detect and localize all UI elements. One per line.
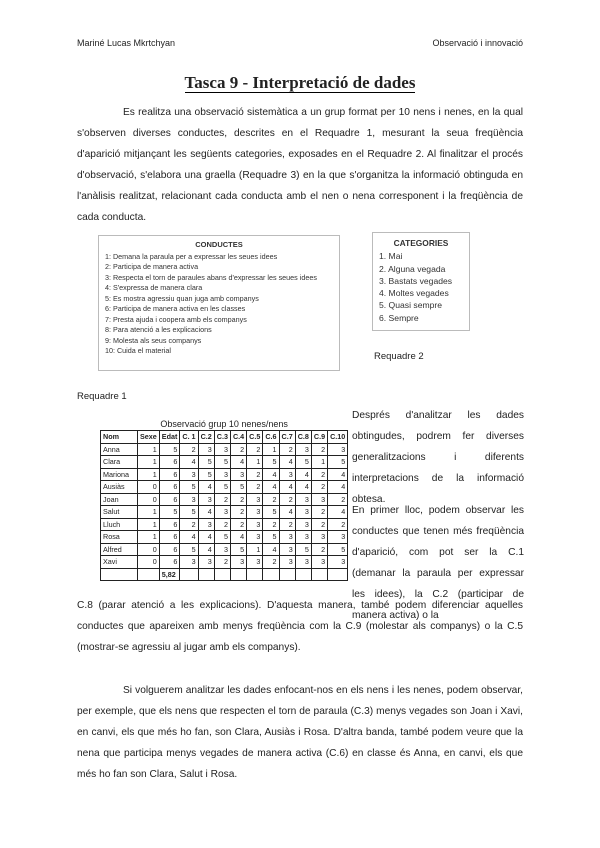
table-row — [101, 456, 348, 469]
table-cell: 3 — [295, 531, 311, 544]
page-title: Tasca 9 - Interpretació de dades — [184, 73, 416, 92]
table-row — [101, 543, 348, 556]
table-cell: 0 — [138, 481, 160, 494]
table-cell: 3 — [180, 468, 198, 481]
table-cell: 3 — [279, 531, 295, 544]
table-cell: 4 — [295, 481, 311, 494]
table-cell: 4 — [279, 456, 295, 469]
table-cell: 6 — [159, 468, 180, 481]
table-cell: 4 — [328, 481, 348, 494]
table-cell: 2 — [214, 518, 230, 531]
table-cell: 3 — [328, 443, 348, 456]
conducta-item: 9: Molesta als seus companys — [105, 335, 202, 345]
conductes-box — [98, 235, 340, 371]
table-cell: 2 — [311, 506, 327, 519]
category-item: 4. Moltes vegades — [379, 288, 449, 299]
table-cell: 2 — [180, 443, 198, 456]
table-cell: 4 — [180, 456, 198, 469]
table-cell: 5 — [230, 481, 246, 494]
table-cell: 3 — [214, 443, 230, 456]
table-cell: 1 — [311, 456, 327, 469]
table-cell: 3 — [311, 493, 327, 506]
table-cell: 0 — [138, 493, 160, 506]
table-cell: Alfred — [101, 543, 138, 556]
table-cell: Sexe — [138, 431, 160, 444]
table-cell: 2 — [214, 493, 230, 506]
table-cell: 3 — [295, 443, 311, 456]
table-cell: C.5 — [247, 431, 263, 444]
category-item: 1. Mai — [379, 251, 403, 262]
conducta-item: 3: Respecta el torn de paraules abans d'expressar les seues idees — [105, 272, 317, 282]
table-cell: 4 — [295, 468, 311, 481]
side-paragraph-1: Després d'analitzar les dades obtingudes, podrem fer diverses generalitzacions i diferents interpretacions de la informació obtesa. — [352, 410, 524, 505]
table-cell: 1 — [263, 443, 279, 456]
table-title: Observació grup 10 nenes/nens — [160, 419, 288, 429]
table-cell: Clara — [101, 456, 138, 469]
table-cell: 3 — [295, 506, 311, 519]
table-cell: 3 — [247, 531, 263, 544]
table-cell: 2 — [230, 493, 246, 506]
table-cell: 3 — [180, 493, 198, 506]
table-cell: 3 — [311, 531, 327, 544]
table-cell: 5 — [295, 543, 311, 556]
table-cell: C.6 — [263, 431, 279, 444]
table-cell: 5 — [328, 456, 348, 469]
table-cell: 2 — [263, 518, 279, 531]
table-cell: 2 — [214, 556, 230, 569]
table-cell: 2 — [247, 468, 263, 481]
table-cell: 5 — [214, 481, 230, 494]
table-cell: 5 — [180, 506, 198, 519]
table-cell: 3 — [214, 506, 230, 519]
table-cell: Xavi — [101, 556, 138, 569]
table-average-row — [101, 568, 348, 581]
conducta-item: 6: Participa de manera activa en les classes — [105, 304, 246, 313]
table-cell: 2 — [279, 518, 295, 531]
table-cell: 2 — [279, 493, 295, 506]
table-cell: 5 — [263, 531, 279, 544]
conducta-item: 1: Demana la paraula per a expressar les seues idees — [105, 251, 278, 261]
table-cell: 2 — [247, 443, 263, 456]
table-cell: 2 — [279, 443, 295, 456]
table-cell: 6 — [159, 518, 180, 531]
table-cell: 2 — [230, 443, 246, 456]
table-cell: 1 — [138, 518, 160, 531]
table-cell: 2 — [230, 506, 246, 519]
table-cell: 5 — [159, 443, 180, 456]
table-cell: 3 — [230, 468, 246, 481]
table-cell: 4 — [198, 481, 214, 494]
paragraph-3: Si volguerem analitzar les dades enfocant-nos en els nens i les nenes, podem observar, per exemple, que els nens que respecten el torn de paraula (C.3) menys vegades son Joan i Xavi, en canvi, els que més ho fan, son Clara, Ausiàs i Rosa. D'altra banda, també podem veure que la nena que participa menys vegades de manera activa (C.6) en classe és Anna, en canvi, els que més ho fan son Clara, Salut i Rosa. — [77, 685, 523, 780]
table-cell: 3 — [279, 543, 295, 556]
table-cell: Edat — [159, 431, 180, 444]
table-cell: 5 — [328, 543, 348, 556]
table-cell: 4 — [230, 531, 246, 544]
table-cell: 2 — [311, 443, 327, 456]
table-cell: C.7 — [279, 431, 295, 444]
table-cell: 4 — [198, 506, 214, 519]
table-cell — [247, 568, 263, 581]
table-cell — [214, 568, 230, 581]
table-cell: C.3 — [214, 431, 230, 444]
table-cell: Ausiàs — [101, 481, 138, 494]
table-cell: 5 — [159, 506, 180, 519]
table-cell — [180, 568, 198, 581]
header-author: Mariné Lucas Mkrtchyan — [77, 38, 176, 48]
table-cell: 1 — [247, 543, 263, 556]
table-cell: 6 — [159, 543, 180, 556]
table-cell: 3 — [328, 531, 348, 544]
table-cell: 1 — [138, 468, 160, 481]
table-cell: 3 — [198, 518, 214, 531]
table-cell: 3 — [198, 493, 214, 506]
table-cell: Rosa — [101, 531, 138, 544]
table-cell: 3 — [295, 518, 311, 531]
table-cell: 5 — [263, 506, 279, 519]
table-cell — [295, 568, 311, 581]
table-row — [101, 493, 348, 506]
conducta-item: 4: S'expressa de manera clara — [105, 283, 203, 292]
table-cell: 3 — [180, 556, 198, 569]
table-row — [101, 518, 348, 531]
table-cell: 3 — [279, 468, 295, 481]
table-cell: Salut — [101, 506, 138, 519]
table-cell: 5 — [214, 456, 230, 469]
table-cell: 5 — [198, 468, 214, 481]
observation-table — [100, 418, 348, 581]
table-row — [101, 481, 348, 494]
table-cell: 2 — [311, 468, 327, 481]
conducta-item: 8: Para atenció a les explicacions — [105, 325, 212, 334]
table-cell: Anna — [101, 443, 138, 456]
table-cell: 4 — [198, 531, 214, 544]
table-cell — [230, 568, 246, 581]
table-cell: 2 — [311, 481, 327, 494]
table-cell: 6 — [159, 493, 180, 506]
table-row — [101, 531, 348, 544]
table-cell: 3 — [295, 556, 311, 569]
table-cell: 3 — [247, 556, 263, 569]
categories-title: CATEGORIES — [393, 238, 449, 248]
table-cell: 5 — [295, 456, 311, 469]
categories-box — [372, 232, 470, 331]
table-cell: 1 — [138, 506, 160, 519]
table-cell: 4 — [263, 468, 279, 481]
table-cell: 6 — [159, 531, 180, 544]
table-cell: 3 — [198, 556, 214, 569]
table-cell: 4 — [198, 543, 214, 556]
table-cell: 4 — [279, 506, 295, 519]
table-cell: 5 — [180, 543, 198, 556]
table-cell — [311, 568, 327, 581]
category-item: 3. Bastats vegades — [379, 275, 453, 286]
category-item: 2. Alguna vegada — [379, 263, 446, 274]
table-cell: 6 — [159, 556, 180, 569]
table-cell — [101, 568, 138, 581]
table-cell: 2 — [328, 493, 348, 506]
table-row — [101, 443, 348, 456]
table-cell: 3 — [247, 506, 263, 519]
table-cell: 3 — [279, 556, 295, 569]
table-cell: 1 — [138, 531, 160, 544]
requadre-1-caption: Requadre 1 — [77, 391, 127, 402]
table-cell: Joan — [101, 493, 138, 506]
table-cell — [138, 568, 160, 581]
category-item: 6. Sempre — [379, 312, 419, 323]
table-header-row — [101, 431, 348, 444]
table-cell: 1 — [247, 456, 263, 469]
table-cell: 4 — [328, 506, 348, 519]
table-cell: 2 — [328, 518, 348, 531]
table-cell: Lluch — [101, 518, 138, 531]
table-cell — [198, 568, 214, 581]
table-row — [101, 468, 348, 481]
header-subject: Observació i innovació — [432, 38, 523, 48]
table-cell: C.4 — [230, 431, 246, 444]
table-cell: 3 — [247, 518, 263, 531]
table-cell: 1 — [138, 456, 160, 469]
average-age-cell: 5,82 — [159, 568, 180, 581]
table-cell — [328, 568, 348, 581]
category-item: 5. Quasi sempre — [379, 300, 443, 311]
conducta-item: 5: Es mostra agressiu quan juga amb companys — [105, 293, 259, 303]
table-cell: 3 — [295, 493, 311, 506]
table-cell: 2 — [230, 518, 246, 531]
table-cell: 2 — [263, 493, 279, 506]
table-cell: 2 — [247, 481, 263, 494]
table-cell: 5 — [214, 531, 230, 544]
table-cell: 2 — [180, 518, 198, 531]
table-cell: 1 — [138, 443, 160, 456]
table-cell: 3 — [214, 468, 230, 481]
table-cell: 5 — [180, 481, 198, 494]
conductes-title: CONDUCTES — [195, 240, 243, 249]
table-cell: C.9 — [311, 431, 327, 444]
table-row — [101, 556, 348, 569]
table-cell — [279, 568, 295, 581]
conducta-item: 10: Cuida el material — [105, 346, 171, 355]
intro-paragraph: Es realitza una observació sistemàtica a un grup format per 10 nens i nenes, en la qual s'observen diverses conductes, descrites en el Requadre 1, mesurant la seua freqüència d'aparició mitjançant les següents categories, exposades en el Requadre 2. Al finalitzar el procés d'observació, s'elabora una graella (Requadre 3) en la que s'organitza la informació obtinguda en l'anàlisis realitzat, relacionant cada conducta amb el nen o nena corresponent i la freqüència de cada conducta. — [77, 107, 523, 223]
table-cell: Mariona — [101, 468, 138, 481]
table-cell: C.8 — [295, 431, 311, 444]
table-cell: 2 — [311, 518, 327, 531]
table-cell: 3 — [328, 556, 348, 569]
table-cell: 6 — [159, 456, 180, 469]
table-cell: 4 — [230, 456, 246, 469]
table-cell: 3 — [247, 493, 263, 506]
table-cell: 4 — [263, 543, 279, 556]
table-cell: 3 — [198, 443, 214, 456]
table-cell: 3 — [214, 543, 230, 556]
table-cell: 4 — [263, 481, 279, 494]
side-paragraph-2: En primer lloc, podem observar les conductes que tenen més freqüència d'aparició, com pot ser la C.1 (demanar la paraula per expressar les idees), la C.2 (participar de manera activa) o la — [352, 505, 524, 621]
table-cell: C. 1 — [180, 431, 198, 444]
table-cell: 4 — [328, 468, 348, 481]
table-cell: C.2 — [198, 431, 214, 444]
table-cell: 3 — [230, 556, 246, 569]
table-cell: 3 — [311, 556, 327, 569]
table-cell: 2 — [263, 556, 279, 569]
table-cell: 6 — [159, 481, 180, 494]
table-cell: 4 — [180, 531, 198, 544]
table-cell — [263, 568, 279, 581]
table-cell: C.10 — [328, 431, 348, 444]
table-cell: 0 — [138, 543, 160, 556]
table-cell: Nom — [101, 431, 138, 444]
conducta-item: 2: Participa de manera activa — [105, 262, 199, 271]
table-cell: 5 — [263, 456, 279, 469]
conducta-item: 7: Presta ajuda i coopera amb els companys — [105, 314, 247, 324]
table-cell: 5 — [198, 456, 214, 469]
table-cell: 5 — [230, 543, 246, 556]
table-row — [101, 506, 348, 519]
requadre-2-caption: Requadre 2 — [374, 351, 424, 362]
table-cell: 0 — [138, 556, 160, 569]
table-cell: 4 — [279, 481, 295, 494]
paragraph-2-continued: C.8 (parar atenció a les explicacions). D'aquesta manera, també podem diferenciar aquelles conductes que apareixen amb menys freqüència com la C.9 (molestar als companys) o la C.5 (mostrar-se agressiu al jugar amb els companys). — [77, 600, 523, 653]
table-cell: 2 — [311, 543, 327, 556]
